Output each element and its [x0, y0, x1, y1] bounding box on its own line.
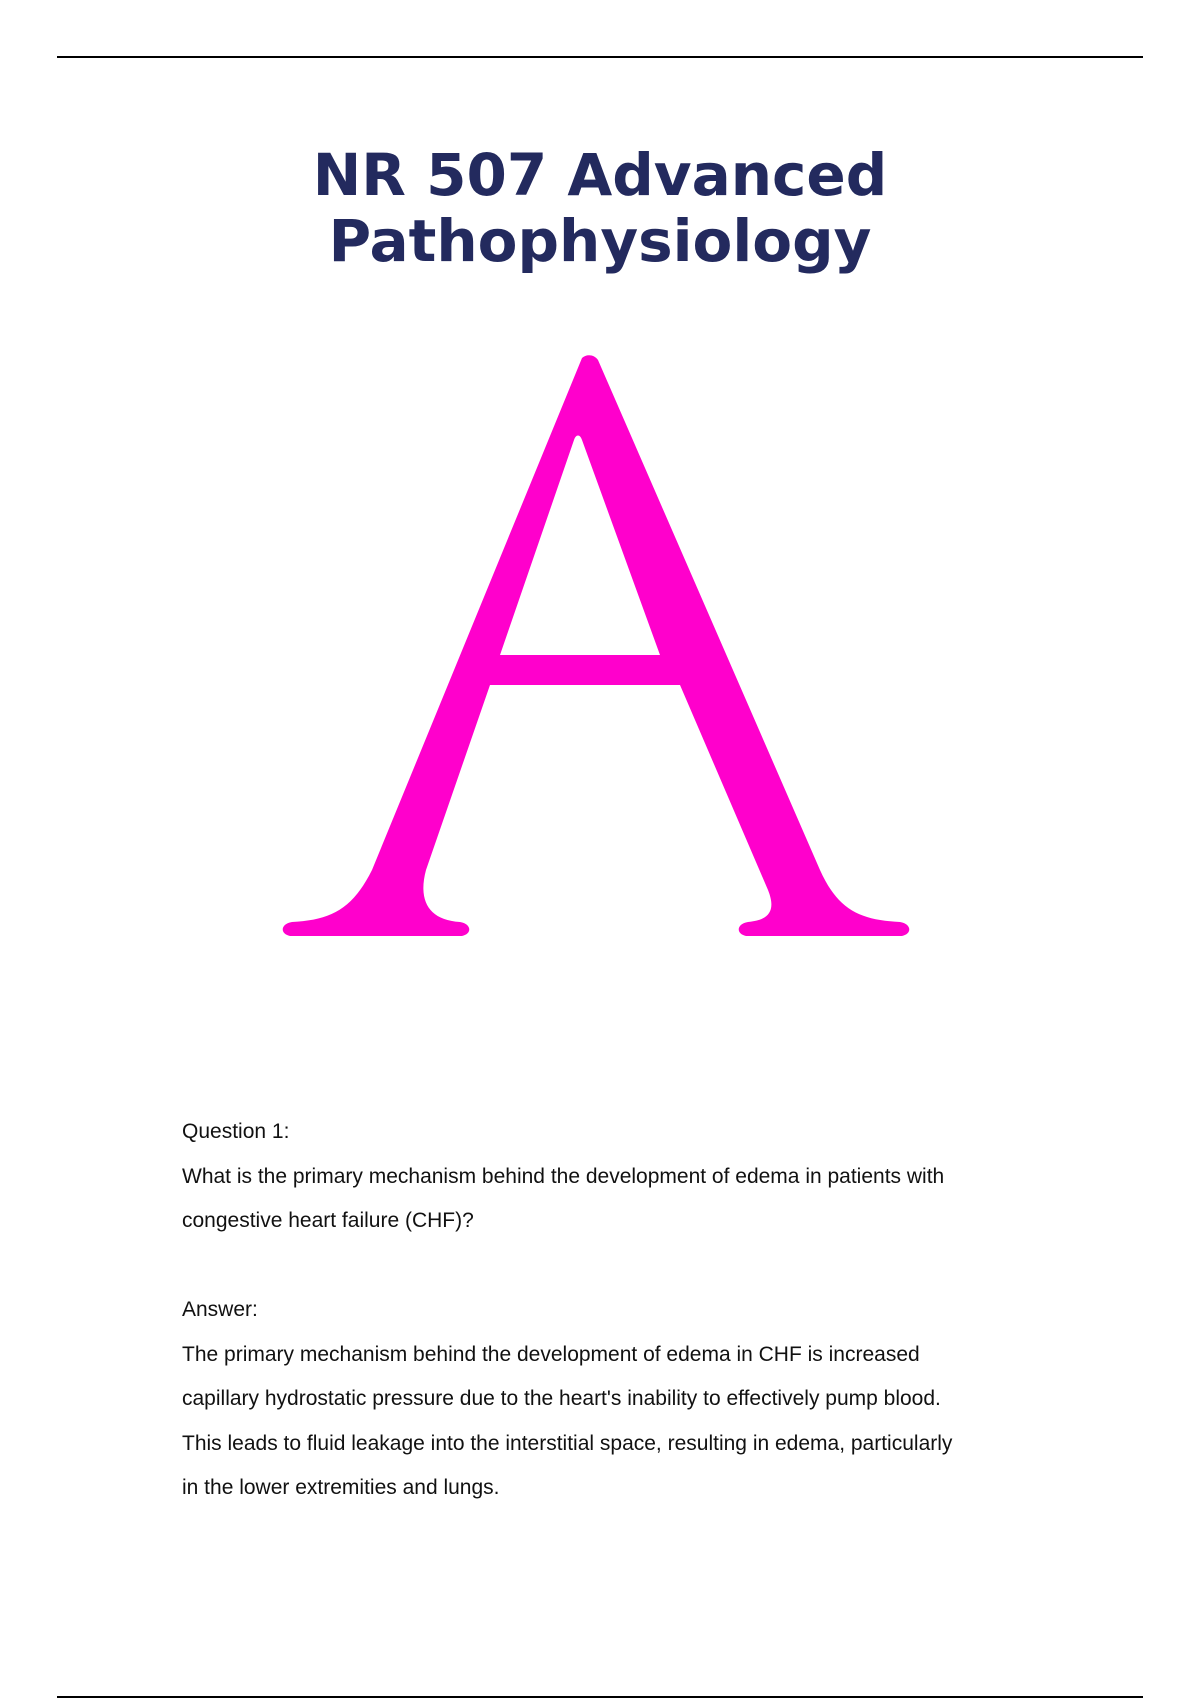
- answer-line: in the lower extremities and lungs.: [182, 1476, 500, 1499]
- paragraph-gap: [182, 1244, 1042, 1289]
- question-label: Question 1:: [182, 1120, 290, 1143]
- document-title: [0, 142, 1200, 274]
- top-rule: [57, 56, 1143, 58]
- question-answer-body: [182, 1110, 1042, 1511]
- letter-a-shape: [283, 355, 910, 936]
- title-line-1: NR 507 Advanced: [312, 141, 888, 209]
- bottom-rule: [57, 1696, 1143, 1698]
- answer-line: The primary mechanism behind the development of edema in CHF is increased: [182, 1342, 920, 1366]
- answer-line: This leads to fluid leakage into the interstitial space, resulting in edema, particularly: [182, 1431, 953, 1455]
- large-letter-a-graphic: [0, 330, 1200, 990]
- title-line-2: Pathophysiology: [328, 207, 872, 275]
- answer-line: capillary hydrostatic pressure due to the heart's inability to effectively pump blood.: [182, 1387, 941, 1410]
- answer-label: Answer:: [182, 1298, 258, 1321]
- question-line: What is the primary mechanism behind the development of edema in patients with: [182, 1164, 945, 1188]
- question-line: congestive heart failure (CHF)?: [182, 1209, 474, 1232]
